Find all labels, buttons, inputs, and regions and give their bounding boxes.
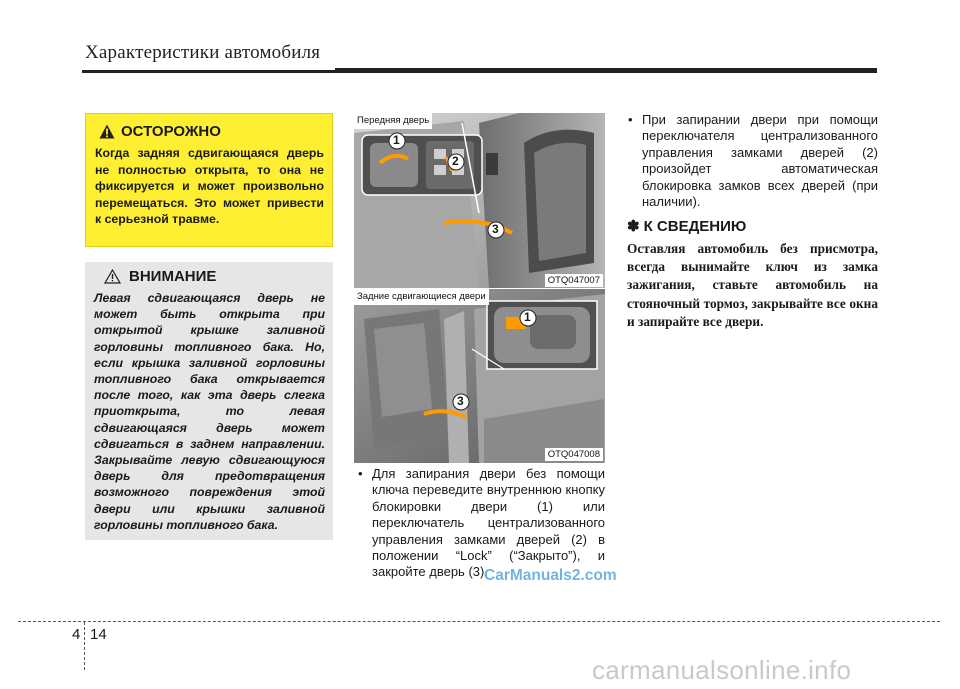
list-item bbox=[357, 466, 605, 581]
note-title: К СВЕДЕНИЮ bbox=[643, 217, 747, 235]
notice-box bbox=[85, 262, 333, 540]
caution-heading bbox=[99, 123, 324, 140]
callout-label: 2 bbox=[452, 154, 459, 168]
list-item bbox=[627, 112, 878, 210]
notice-text: Левая сдвигающаяся дверь не может быть открыта при открытой крышке заливной горловины топливного бака. Но, если крышка заливной горловины топливного бака открывается после того, как эта дверь слегка приоткрыта, то левая сдвигающаяся дверь может сдвигаться в заднем направлении. Закрывайте левую сдвигающуюся дверь для предотвращения возможного повреждения этой двери или крышки заливной горловины топливного бака. bbox=[94, 291, 325, 532]
callout-label: 1 bbox=[524, 310, 531, 324]
header-rule-thick bbox=[335, 68, 877, 73]
bullet-dot: • bbox=[358, 466, 363, 481]
watermark-bottom: carmanualsonline.info bbox=[592, 655, 852, 685]
figure-label: Задние сдвигающиеся двери bbox=[354, 289, 489, 305]
rear-sliding-door-illustration bbox=[354, 289, 605, 463]
rear-sliding-door-figure bbox=[354, 289, 605, 463]
warning-triangle-icon bbox=[99, 124, 115, 139]
figure-label: Передняя дверь bbox=[354, 113, 432, 129]
footer-dashed-line bbox=[18, 621, 940, 622]
callout-3 bbox=[487, 221, 505, 244]
figure-code: OTQ047008 bbox=[545, 448, 603, 461]
caution-text: Когда задняя сдвигающаяся дверь не полностью открыта, то она не фиксируется и может произвольно перемещаться. Это может привести к серьезной травме. bbox=[95, 146, 324, 227]
callout-label: 3 bbox=[492, 222, 499, 236]
callout-label: 1 bbox=[393, 133, 400, 147]
bullet-list-left bbox=[357, 466, 605, 581]
note-heading bbox=[627, 217, 746, 235]
page-number: 14 bbox=[90, 626, 107, 643]
asterisk-icon: ✽ bbox=[627, 218, 640, 235]
bullet-dot: • bbox=[628, 112, 633, 127]
page-header-title: Характеристики автомобиля bbox=[85, 42, 321, 63]
footer-divider bbox=[84, 622, 85, 670]
notice-heading bbox=[104, 268, 325, 285]
bullet-text: При запирании двери при помощи переключателя централизованного управления замками дверей (2) произойдет автоматическая блокировка замков всех дверей (при наличии). bbox=[642, 112, 878, 210]
caution-title: ОСТОРОЖНО bbox=[121, 123, 221, 140]
bullet-list-right bbox=[627, 112, 878, 210]
callout-1 bbox=[519, 309, 537, 332]
callout-2 bbox=[447, 153, 465, 176]
caution-box bbox=[85, 113, 333, 247]
notice-title: ВНИМАНИЕ bbox=[129, 268, 217, 285]
bullet-text: Для запирания двери без помощи ключа переведите внутреннюю кнопку блокировки двери (1) или переключатель централизованного управления замками дверей (2) в положении “Lock” (“Закрыто”), и закройте дверь (3). bbox=[372, 466, 605, 580]
callout-label: 3 bbox=[457, 394, 464, 408]
front-door-figure bbox=[354, 113, 605, 289]
section-number: 4 bbox=[72, 626, 81, 643]
callout-3 bbox=[452, 393, 470, 416]
watermark-top: CarManuals2.com bbox=[484, 567, 617, 584]
figure-code: OTQ047007 bbox=[545, 274, 603, 287]
callout-1 bbox=[388, 132, 406, 155]
note-text: Оставляя автомобиль без присмотра, всегда вынимайте ключ из замка зажигания, ставьте автомобиль на стояночный тормоз, закрывайте все окна и запирайте все двери. bbox=[627, 241, 878, 329]
warning-outline-icon bbox=[104, 269, 121, 284]
